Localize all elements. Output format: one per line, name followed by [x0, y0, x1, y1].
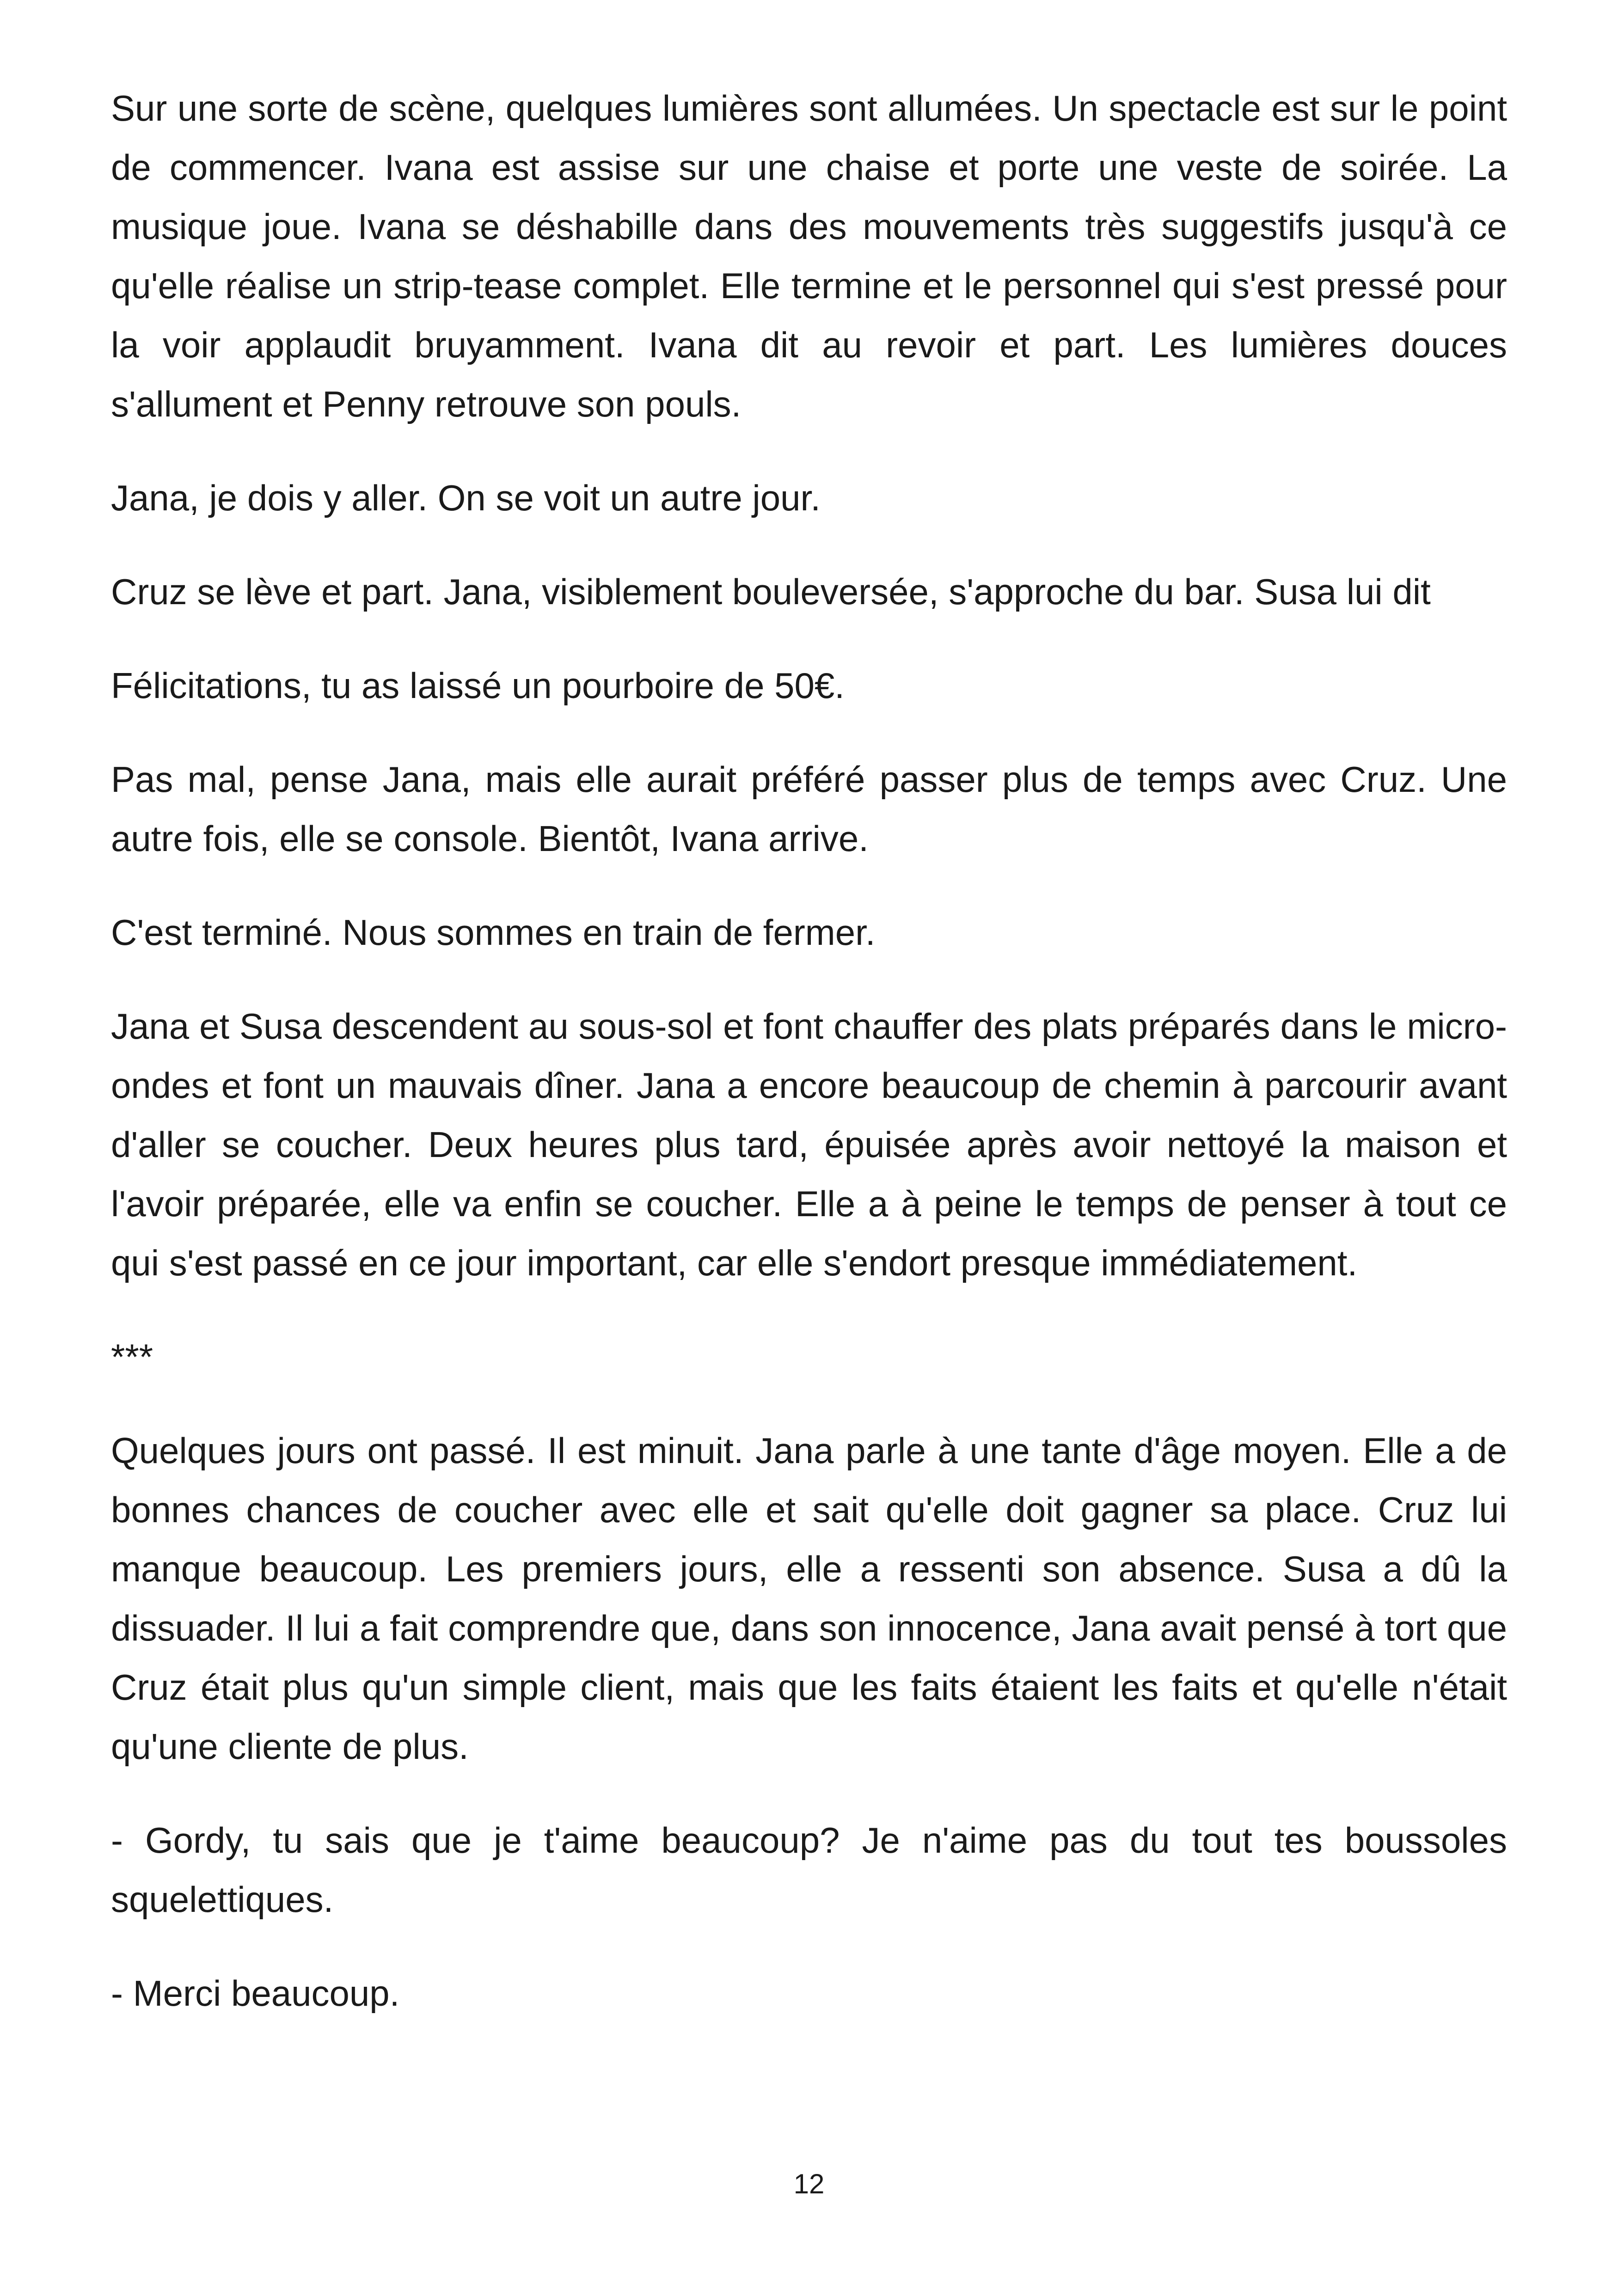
paragraph-stage-show: Sur une sorte de scène, quelques lumières sont allumées. Un spectacle est sur le point de commencer. Ivana est assise sur une chaise et porte une veste de soirée. La musique joue. Ivana se déshabille dans des mouvements très suggestifs jusqu'à ce qu'elle réalise un strip-tease complet. Elle termine et le personnel qui s'est pressé pour la voir applaudit bruyamment. Ivana dit au revoir et part. Les lumières douces s'allument et Penny retrouve son pouls. — [111, 88, 1507, 424]
paragraph-dialogue-tip: Félicitations, tu as laissé un pourboire de 50€. — [111, 665, 845, 706]
page-number: 12 — [793, 2168, 825, 2199]
paragraph-days-passed: Quelques jours ont passé. Il est minuit. Jana parle à une tante d'âge moyen. Elle a de bonnes chances de coucher avec elle et sait qu'elle doit gagner sa place. Cruz lui manque beaucoup. Les premiers jours, elle a ressenti son absence. Susa a dû la dissuader. Il lui a fait comprendre que, dans son innocence, Jana avait pensé à tort que Cruz était plus qu'un simple client, mais que les faits étaient les faits et qu'elle n'était qu'une cliente de plus. — [111, 1430, 1507, 1767]
paragraph-dialogue-gordy: - Gordy, tu sais que je t'aime beaucoup? Je n'aime pas du tout tes boussoles squelettiques. — [111, 1820, 1507, 1920]
paragraph-jana-thinks: Pas mal, pense Jana, mais elle aurait préféré passer plus de temps avec Cruz. Une autre fois, elle se console. Bientôt, Ivana arrive. — [111, 759, 1507, 859]
page-body — [111, 79, 1507, 2057]
paragraph-basement-dinner: Jana et Susa descendent au sous-sol et font chauffer des plats préparés dans le micro-ondes et font un mauvais dîner. Jana a encore beaucoup de chemin à parcourir avant d'aller se coucher. Deux heures plus tard, épuisée après avoir nettoyé la maison et l'avoir préparée, elle va enfin se coucher. Elle a à peine le temps de penser à tout ce qui s'est passé en ce jour important, car elle s'endort presque immédiatement. — [111, 1006, 1507, 1283]
paragraph-dialogue-jana: Jana, je dois y aller. On se voit un autre jour. — [111, 478, 821, 518]
paragraph-cruz-leaves: Cruz se lève et part. Jana, visiblement bouleversée, s'approche du bar. Susa lui dit — [111, 571, 1431, 612]
section-break: *** — [111, 1336, 153, 1377]
paragraph-dialogue-closing: C'est terminé. Nous sommes en train de fermer. — [111, 912, 876, 953]
paragraph-dialogue-thanks: - Merci beaucoup. — [111, 1973, 400, 2014]
